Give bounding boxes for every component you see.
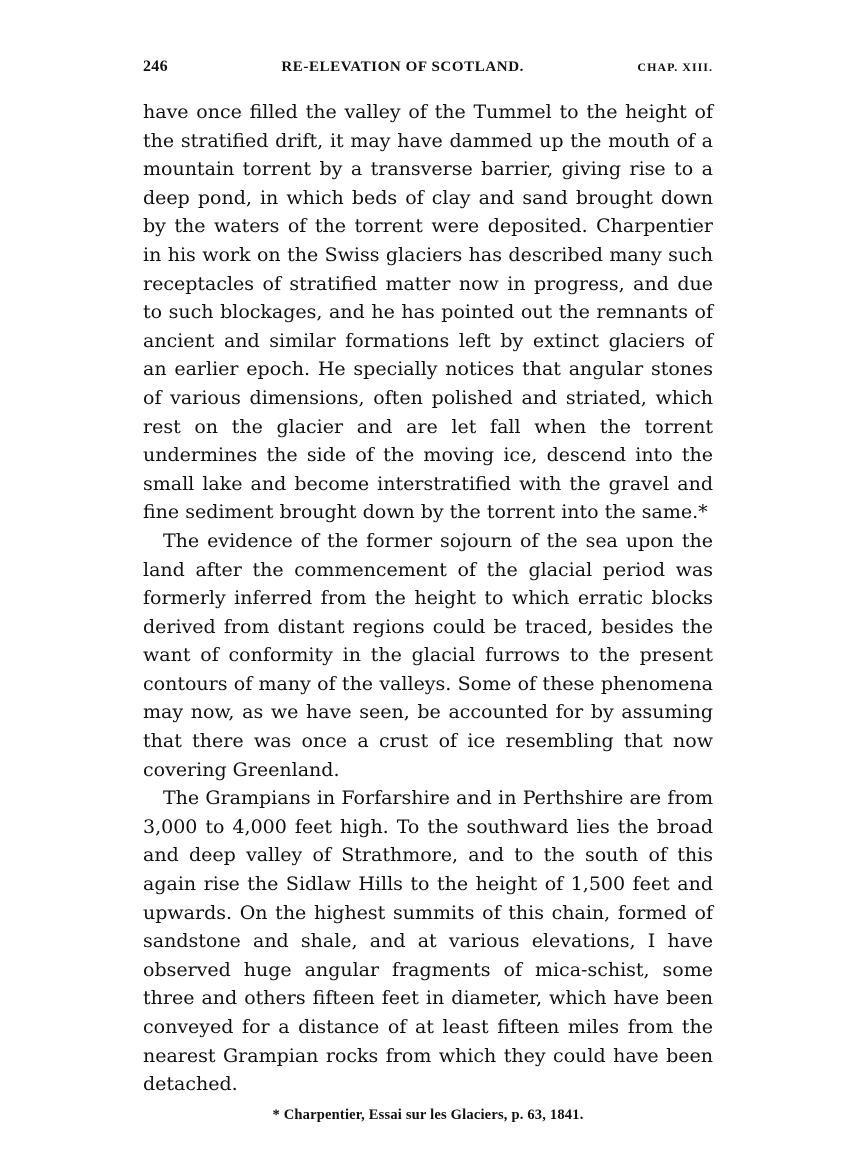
- paragraph-grampians: The Grampians in Forfarshire and in Perthshire are from 3,000 to 4,000 feet high. To the southward lies the broad and deep valley of Strathmore, and to the south of this again rise the Sidlaw Hills to the height of 1,500 feet and upwards. On the highest summits of this chain, formed of sandstone and shale, and at various elevations, I have observed huge angular fragments of mica-schist, some three and others fifteen feet in diameter, which have been conveyed for a distance of at least fifteen miles from the nearest Grampian rocks from which they could have been detached.: [143, 787, 713, 1096]
- book-page: [143, 58, 713, 1124]
- running-title: RE-ELEVATION OF SCOTLAND.: [281, 59, 524, 75]
- paragraph-evidence: The evidence of the former sojourn of the sea upon the land after the commencement of the glacial period was formerly inferred from the height to which erratic blocks derived from distant regions could be traced, besides the want of conformity in the glacial furrows to the present contours of many of the valleys. Some of these phenomena may now, as we have seen, be accounted for by assuming that there was once a crust of ice resembling that now covering Greenland.: [143, 529, 713, 781]
- body-text: [143, 98, 713, 1099]
- chapter-label: CHAP. XIII.: [637, 60, 713, 74]
- page-number: 246: [143, 58, 168, 75]
- running-head: [143, 58, 713, 84]
- footnote: * Charpentier, Essai sur les Glaciers, p. 63, 1841.: [272, 1106, 584, 1123]
- paragraph-continued: have once filled the valley of the Tummel to the height of the stratified drift, it may have dammed up the mouth of a mountain torrent by a transverse barrier, giving rise to a deep pond, in which beds of clay and sand brought down by the waters of the torrent were deposited. Charpentier in his work on the Swiss glaciers has described many such receptacles of stratified matter now in progress, and due to such blockages, and he has pointed out the remnants of ancient and similar formations left by extinct glaciers of an earlier epoch. He specially notices that angular stones of various dimensions, often polished and striated, which rest on the glacier and are let fall when the torrent undermines the side of the moving ice, descend into the small lake and become interstratified with the gravel and fine sediment brought down by the torrent into the same.*: [143, 101, 713, 524]
